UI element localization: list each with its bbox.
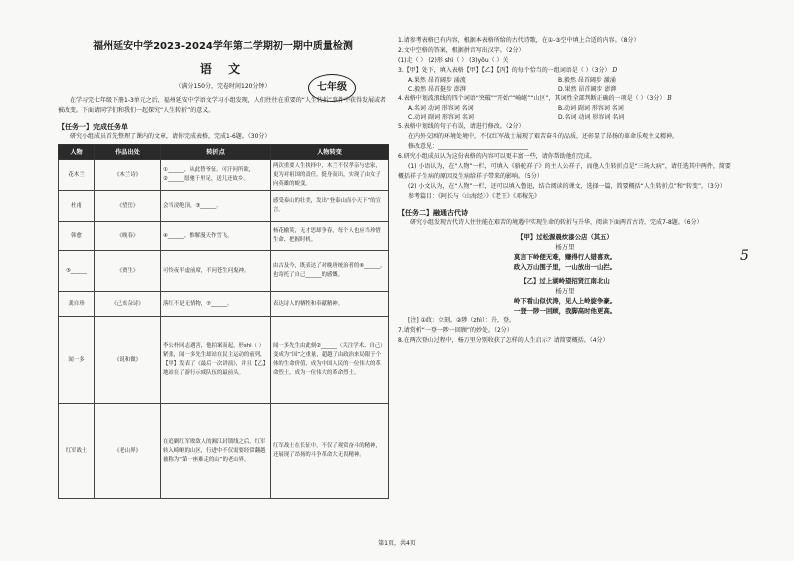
poem-a-line: 政入万山围子里，一山放出一山拦。 <box>513 263 617 271</box>
task1-heading: 【任务一】完成任务单 <box>58 123 128 131</box>
option-item[interactable]: D.名词 动词 形容词 名词 <box>558 114 625 121</box>
question-8: 8.在两次登山过程中，杨万里分别收获了怎样的人生启示？请简要概括。（4分） <box>398 337 609 344</box>
cell-person: 红军战士 <box>59 404 95 499</box>
question-2: 2.文中空格的答案，根据拼音写出汉字。（2分） <box>398 47 525 54</box>
cell-change: 红军战士在长征中，不仅了观赏奋斗的精神，还展现了昂扬的斗争革命大无畏精神。 <box>271 404 389 499</box>
option-item[interactable]: A.果然 昂首阔步 涌流 <box>408 77 466 84</box>
left-column <box>58 40 388 499</box>
question-1: 1.请参考表格已有内容，根据本表格所给的古代诗歌，在①-③空中填上合适的内容。（8分） <box>398 37 640 44</box>
poem-b-line: 一登一陟一回顾，我脚高时他更高。 <box>513 307 617 315</box>
question-7: 7.请赏析“一登一陟一回顾”的妙处。（2分） <box>398 327 513 334</box>
question-4-text: 4.表格中划波浪线的四个词语“突破”“开始”“崎岖”“山区”，其词性全部判断正确的一项是（ ）（3分） <box>398 95 666 102</box>
question-6-part-2: (2) 小文认为，在“人物”一栏，还可以填入鲁迅，结合阅读的课文，选择一篇，简要概括“人生转折点”和“转变”。（3分） <box>408 183 726 190</box>
table-row <box>59 222 389 251</box>
table-header-row <box>59 145 389 160</box>
cell-source: 《己亥杂诗》 <box>95 292 161 317</box>
cell-change: 闻一多先生由此刻②______（关注学术、自己）变成为“国”之重量，超越了由政治来局限于个体的生命价值，成为中国人民的一位伟大的革命烈士，成为一位伟大的革命烈士。 <box>271 317 389 404</box>
poem-a-title: 【甲】过松源晨炊漆公店（其五） <box>517 233 613 241</box>
poem-a-author: 杨万里 <box>555 243 575 251</box>
option-item[interactable]: C.动词 副词 形容词 名词 <box>408 114 474 121</box>
table-row <box>59 251 389 292</box>
question-3-text: 3.【甲】处下，填入表格【甲】【乙】【丙】的每个恰当的一组词语是（ ）（3分） <box>398 67 611 74</box>
question-3-handwritten-answer: D <box>612 67 618 74</box>
task1-intro: 研究小组成员首先整理了课内的文章，请你完成表格，完成1-6题。（30分） <box>70 133 271 140</box>
cell-person[interactable]: ⑤______ <box>59 251 95 292</box>
table-row <box>59 191 389 222</box>
cell-change[interactable]: 由古及今，既表达了对晚唐统治者的⑥______，也寄托了自己______的感慨。 <box>271 251 389 292</box>
cell-turn[interactable]: ④______，惟解漫天作雪飞。 <box>161 222 271 251</box>
table-row <box>59 317 389 404</box>
cell-change: 两次重要人生抉择中，木兰不仅孝亲与忠家，更为对祖国的责任，挺身而出，实现了由女子向英雄的蜕变。 <box>271 160 389 191</box>
question-3-options <box>398 76 732 94</box>
cell-person: 韩愈 <box>59 222 95 251</box>
question-5-sentence: 在内外交困的环境处境中，不仅红军战士展现了艰苦奋斗的品质，还彰显了昂扬的革命乐观主义精神。 <box>408 133 679 140</box>
cell-turn: 在追剿红军败敌人的湘江封锁线之后，红军转入崎岖的山区，行进中不仅需要经常翻越被称为“第一座难走的山”的老山界。 <box>161 404 271 499</box>
cell-turn[interactable]: 落红不是无情物，⑦______。 <box>161 292 271 317</box>
table-row <box>59 292 389 317</box>
cell-person: 杜甫 <box>59 191 95 222</box>
option-item[interactable]: B.动词 副词 形容词 名词 <box>558 105 624 112</box>
handwritten-score-mark: 5 <box>740 248 749 264</box>
cell-source: 《老山界》 <box>95 404 161 499</box>
task2-intro: 研究小组发现古代诗人往往能在艰苦的境遇中实现生命的转折与升华，阅读下面两首古诗，完成7-8题。（6分） <box>410 219 703 226</box>
cell-source: 《望岳》 <box>95 191 161 222</box>
column-header: 人物转变 <box>271 145 389 160</box>
cell-source: 《木兰诗》 <box>95 160 161 191</box>
cell-change: 感受泰山的壮美，发出“登泰山而小天下”的宣言。 <box>271 191 389 222</box>
question-5-fix-line[interactable]: 修改意见：______________________________ <box>408 143 529 150</box>
table-row <box>59 404 389 499</box>
column-header: 转折点 <box>161 145 271 160</box>
option-item[interactable]: A.名词 动词 形容词 名词 <box>408 105 474 112</box>
task-table <box>58 144 389 499</box>
column-header: 作品出处 <box>95 145 161 160</box>
question-4-handwritten-answer: B <box>667 95 672 102</box>
cell-change: 表达诗人的牺牲和奉献精神。 <box>271 292 389 317</box>
column-header: 人物 <box>59 145 95 160</box>
option-item[interactable]: D.果然 昂首阔步 澎湃 <box>558 86 617 93</box>
cell-person: 花木兰 <box>59 160 95 191</box>
question-3 <box>398 66 732 76</box>
cell-change: 杨花榆荚，无才思却争春，每个人也应当珍惜生命、把握时机。 <box>271 222 389 251</box>
page-footer: 第1页，共4页 <box>378 540 416 547</box>
table-row <box>59 160 389 191</box>
cell-source: 《说和做》 <box>95 317 161 404</box>
poem-a-line: 莫言下岭便无难，赚得行人错喜欢。 <box>513 253 617 261</box>
question-6-part-1: (1) 小语认为，在“人物”一栏，可填入《骆驼祥子》的主人公祥子，而他人生转折点是“三场大病”，请任选其中两件，简要概括祥子生病的原因及生病给祥子带来的影响。（5分） <box>398 163 731 180</box>
cell-turn[interactable]: 会当凌绝顶，③______。 <box>161 191 271 222</box>
cell-person: 龚自珍 <box>59 292 95 317</box>
exam-title: 福州延安中学2023-2024学年第二学期初一期中质量检测 <box>93 41 353 52</box>
cell-source: 《贾生》 <box>95 251 161 292</box>
exam-info: （满分150分，完卷时间120分钟） <box>175 83 271 90</box>
poem-note: [注] ①政：立刻。②陟（zhì）：升，登。 <box>408 317 515 324</box>
cell-turn: 可怜夜半虚前席，不问苍生问鬼神。 <box>161 251 271 292</box>
exam-intro: 在学习完七年级下册1-3单元之后，福州延安中学语文学习小组发现，人们往往在重要的“人生转折”事件中获得发展或者被改变。下面请同学们和我们一起探究“人生转折”的意义。 <box>58 97 387 114</box>
poem-b-title: 【乙】过上湖岭望招贤江南北山 <box>520 277 610 285</box>
grade-badge: 七年级 <box>308 74 356 102</box>
question-4-options <box>398 104 732 122</box>
cell-source: 《晚春》 <box>95 222 161 251</box>
subject-label: 语 文 <box>199 62 247 76</box>
option-item[interactable]: B.毅然 昂首阔步 激涌 <box>558 77 616 84</box>
question-4 <box>398 94 732 104</box>
task2-heading: 【任务二】融通古代诗 <box>398 209 468 217</box>
poem-b-author: 杨万里 <box>555 287 575 295</box>
question-6-reference: 参考篇目：《阿长与〈山海经〉》《老王》《邓稼先》 <box>408 193 541 200</box>
cell-person: 闻一多 <box>59 317 95 404</box>
option-item[interactable]: C.毅然 昂首挺步 澎湃 <box>408 86 466 93</box>
question-5: 5.表格中划线的句子有误，请进行修改。（2分） <box>398 123 525 130</box>
cell-turn[interactable]: ①______，从此替爷征。可汗问所欲，②______愿驰千里足，送儿还故乡。 <box>161 160 271 191</box>
cell-turn: 李公朴同志遇害，他拍案而起，形shì（ ）紧张，闻一多先生却站在民主运动的前列，【甲】发表了《最后一次讲演》，并且【乙】地站在了游行示威队伍的最前头。 <box>161 317 271 404</box>
poem-b-line: 岭下看山似伏涛，见人上岭旋争豪。 <box>513 297 617 305</box>
question-6: 6.研究小组成员认为这份表格的内容可以更丰富一些，请你帮助他们完成。 <box>398 153 596 160</box>
right-column <box>398 36 732 346</box>
question-2-blanks[interactable]: (1)走（ ） (2)形 shì（ ） (3)yōu（ ）关 <box>398 57 509 64</box>
